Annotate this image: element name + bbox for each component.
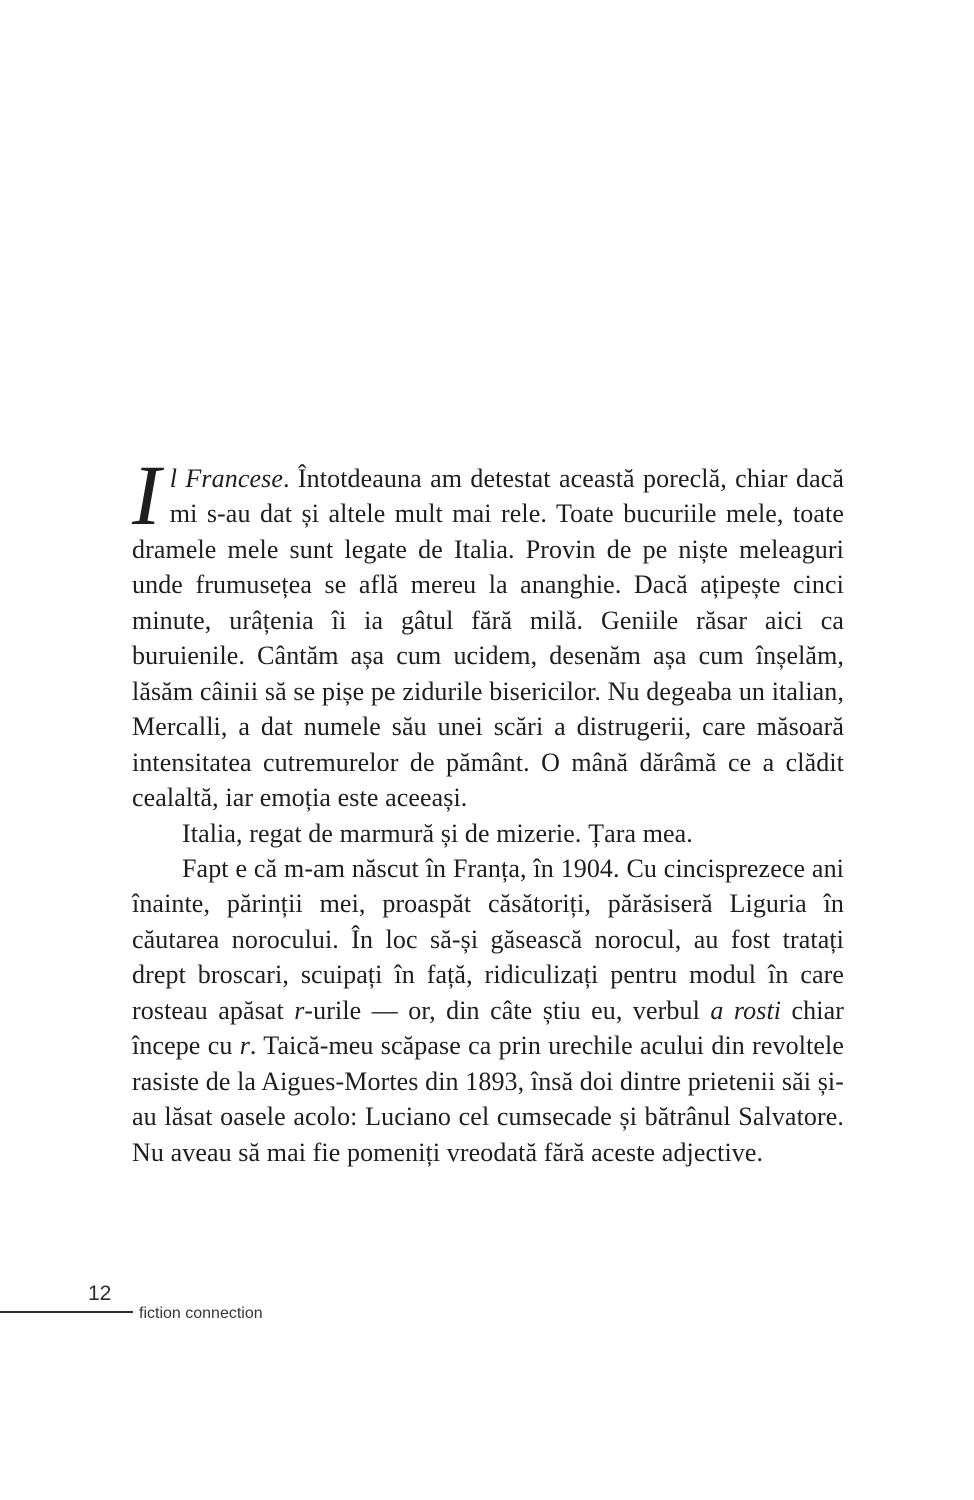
paragraph [132, 851, 844, 1170]
drop-cap: I [132, 447, 161, 543]
italic-text-run: a rosti [710, 995, 782, 1025]
text-run: chiar începe cu [132, 995, 844, 1061]
text-run: . Întotdeauna am detestat această poreclă, chiar dacă mi s-au dat și altele mult mai rele. Toate bucuriile mele, toate dramele mele sunt legate de Italia. Provin de pe niște meleaguri unde frumusețea se află mereu la ananghie. Dacă ațipește cinci minute, urâțenia îi ia gâtul fără milă. Geniile răsar aici ca buruienile. Cântăm așa cum ucidem, desenăm așa cum înșelăm, lăsăm câinii să se pișe pe zidurile bisericilor. Nu degeaba un italian, Mercalli, a dat numele său unei scări a distrugerii, care măsoară intensitatea cutremurelor de pământ. O mână dărâmă ce a clădit cealaltă, iar emoția este aceeași. [132, 464, 845, 813]
footer-rule [0, 1311, 133, 1313]
page-number: 12 [88, 1282, 112, 1305]
paragraph [132, 816, 844, 851]
italic-text-run: r [294, 995, 305, 1025]
imprint-label: fiction connection [139, 1305, 263, 1322]
text-run: -urile — or, din câte știu eu, verbul [304, 995, 711, 1025]
text-run: Italia, regat de marmură și de mizerie. Țara mea. [182, 818, 693, 848]
text-run: . Taică-meu scăpase ca prin urechile acului din revoltele rasiste de la Aigues-Mortes din 1893, însă doi dintre prietenii săi și-au lăsat oasele acolo: Luciano cel cumsecade și bătrânul Salvatore. Nu aveau să mai fie pomeniți vreodată fără aceste adjective. [132, 1031, 844, 1167]
body-text [132, 447, 845, 1170]
italic-text-run: r [239, 1031, 250, 1061]
italic-text-run: l Francese [169, 464, 283, 493]
text-run: Fapt e că m-am născut în Franța, în 1904. Cu cincisprezece ani înainte, părinții mei, proaspăt căsătoriți, părăsiseră Liguria în căutarea norocului. În loc să-și găsească norocul, au fost tratați drept broscari, scuipați în față, ridiculizați pentru modul în care rosteau apăsat [132, 853, 844, 1025]
paragraph [132, 447, 845, 816]
